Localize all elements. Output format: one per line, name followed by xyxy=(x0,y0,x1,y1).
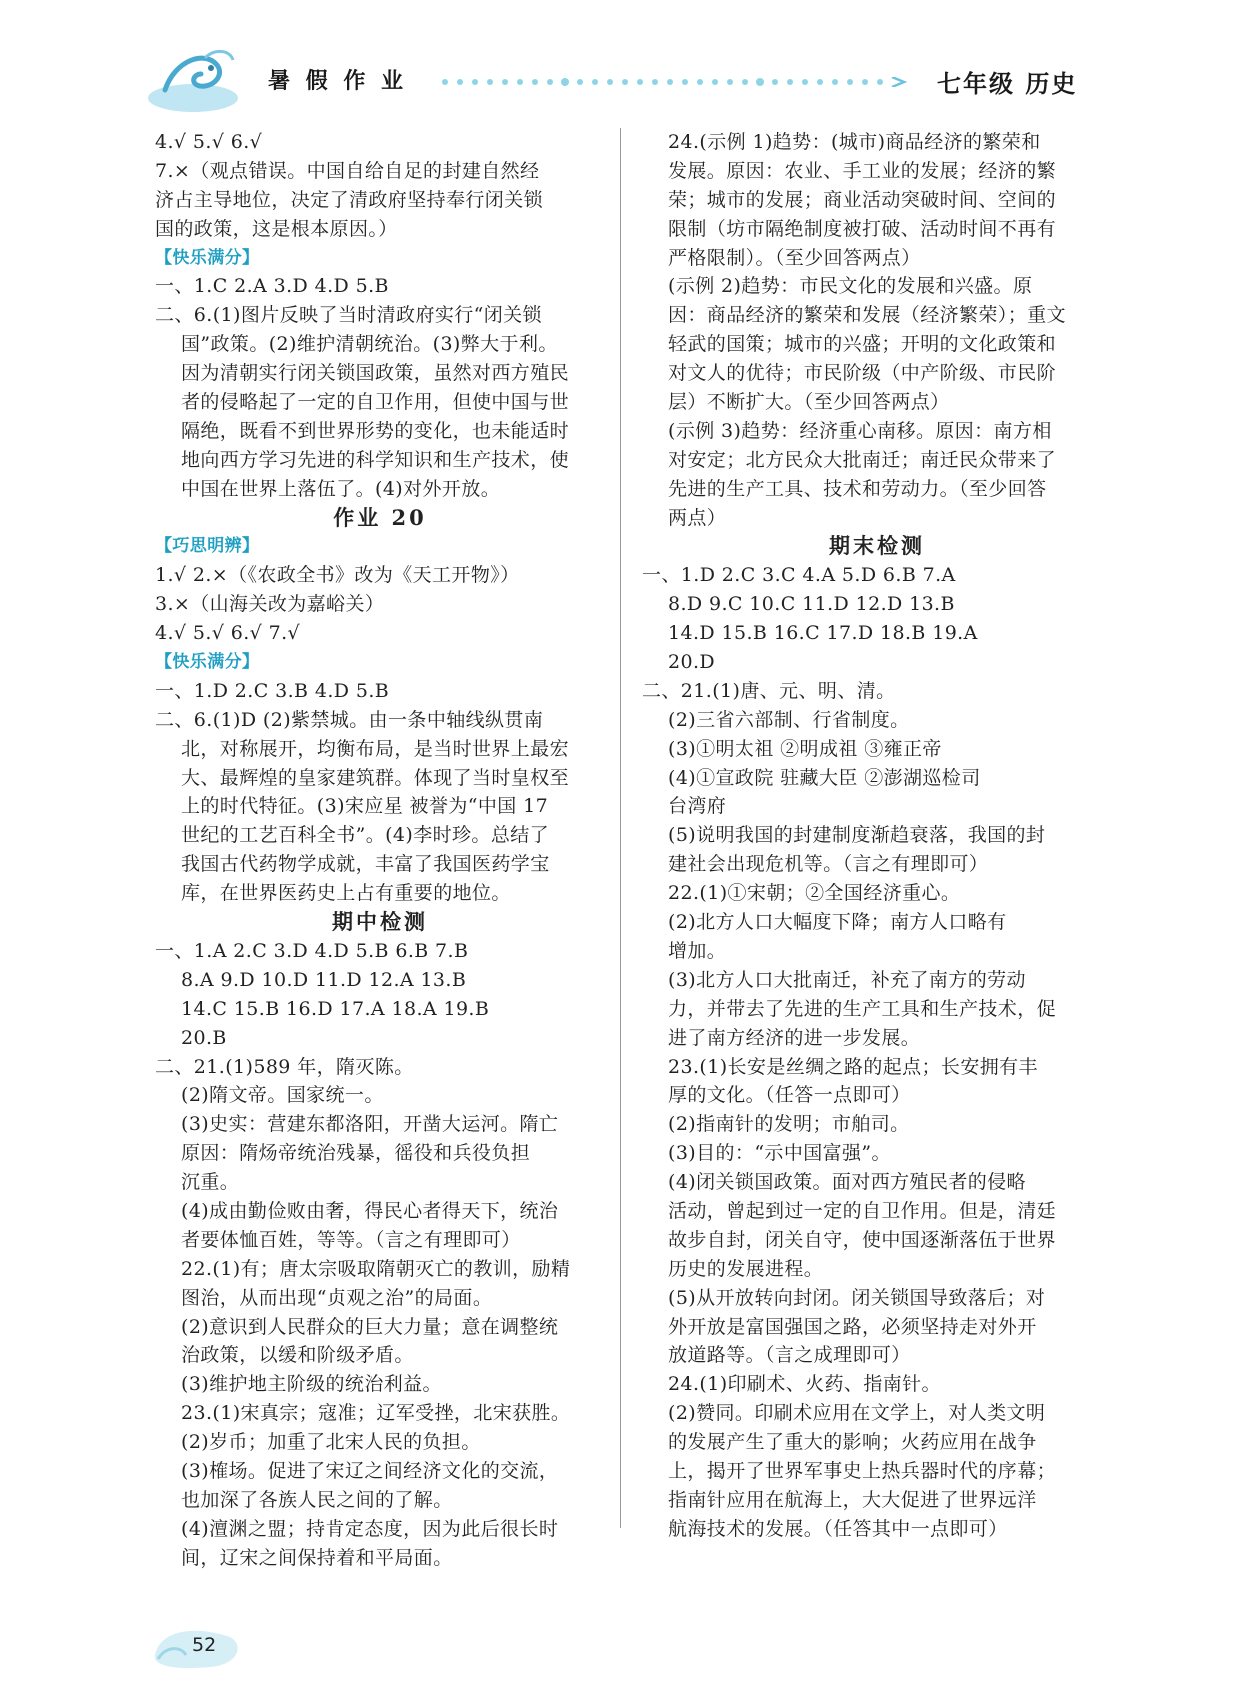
answer-line: 对文人的优待；市民阶级（中产阶级、市民阶 xyxy=(668,362,1057,385)
answer-line: 限制（坊市隔绝制度被打破、活动时间不再有 xyxy=(668,217,1057,240)
answer-line: 二、21.(1)589 年，隋灭陈。 xyxy=(155,1055,414,1078)
answer-line: 间，辽宋之间保持着和平局面。 xyxy=(181,1546,453,1569)
answer-line: (2)北方人口大幅度下降；南方人口略有 xyxy=(668,911,1007,934)
answer-line: (2)意识到人民群众的巨大力量；意在调整统 xyxy=(181,1315,559,1338)
answer-line: 世纪的工艺百科全书”。(4)李时珍。总结了 xyxy=(181,824,550,847)
answer-line: 层）不断扩大。（至少回答两点） xyxy=(668,391,950,414)
answer-line: 4.√ 5.√ 6.√ 7.√ xyxy=(155,622,301,645)
answer-line: 者要体恤百姓，等等。（言之有理即可） xyxy=(181,1228,521,1251)
right-answer-column xyxy=(642,128,1112,1544)
answer-line: 发展。原因：农业、手工业的发展；经济的繁 xyxy=(668,159,1057,182)
answer-line: (4)闭关锁国政策。面对西方殖民者的侵略 xyxy=(668,1171,1026,1194)
answer-line: 济占主导地位，决定了清政府坚持奉行闭关锁 xyxy=(155,188,544,211)
answer-line: (3)目的：“示中国富强”。 xyxy=(668,1142,891,1165)
answer-line: 也加深了各族人民之间的了解。 xyxy=(181,1488,453,1511)
section-heading: 期中检测 xyxy=(332,909,428,935)
answer-line: 力，并带去了先进的生产工具和生产技术，促 xyxy=(668,997,1057,1020)
answer-line: 原因：隋炀帝统治残暴，徭役和兵役负担 xyxy=(181,1142,531,1165)
answer-line: 故步自封，闭关自守，使中国逐渐落伍于世界 xyxy=(668,1228,1057,1251)
answer-line: (3)榷场。促进了宋辽之间经济文化的交流， xyxy=(181,1459,559,1482)
answer-line: 一、1.C 2.A 3.D 4.D 5.B xyxy=(155,275,389,298)
answer-line: 活动，曾起到过一定的自卫作用。但是，清廷 xyxy=(668,1199,1057,1222)
answer-line: 8.A 9.D 10.D 11.D 12.A 13.B xyxy=(181,968,467,991)
answer-line: 一、1.D 2.C 3.B 4.D 5.B xyxy=(155,679,390,702)
answer-line: (3)①明太祖 ②明成祖 ③雍正帝 xyxy=(668,737,942,760)
answer-line: 一、1.D 2.C 3.C 4.A 5.D 6.B 7.A xyxy=(642,564,956,587)
answer-line: 大、最辉煌的皇家建筑群。体现了当时皇权至 xyxy=(181,766,570,789)
answer-line: 24.(1)印刷术、火药、指南针。 xyxy=(668,1373,941,1396)
answer-line: (3)北方人口大批南迁，补充了南方的劳动 xyxy=(668,968,1026,991)
answer-line: 二、6.(1)D (2)紫禁城。由一条中轴线纵贯南 xyxy=(155,708,544,731)
answer-line: 1.√ 2.×（《农政全书》改为《天工开物》） xyxy=(155,564,520,587)
fish-logo-icon xyxy=(145,40,245,115)
section-tag: 【巧思明辨】 xyxy=(155,536,260,557)
header-title: 暑 假 作 业 xyxy=(268,68,407,94)
answer-line: (3)史实：营建东都洛阳，开凿大运河。隋亡 xyxy=(181,1113,559,1136)
answer-line: 二、6.(1)图片反映了当时清政府实行“闭关锁 xyxy=(155,304,542,327)
answer-line: 者的侵略起了一定的自卫作用，但使中国与世 xyxy=(181,391,570,414)
answer-line: 上的时代特征。(3)宋应星 被誉为“中国 17 xyxy=(181,795,549,818)
answer-line: 历史的发展进程。 xyxy=(668,1257,824,1280)
answer-line: 隔绝，既看不到世界形势的变化，也未能适时 xyxy=(181,419,570,442)
section-tag: 【快乐满分】 xyxy=(155,652,260,673)
section-heading: 期末检测 xyxy=(829,533,925,559)
answer-line: 中国在世界上落伍了。(4)对外开放。 xyxy=(181,477,501,500)
answer-line: 放道路等。（言之成理即可） xyxy=(668,1344,911,1367)
answer-line: 二、21.(1)唐、元、明、清。 xyxy=(642,679,896,702)
answer-line: (5)说明我国的封建制度渐趋衰落，我国的封 xyxy=(668,824,1046,847)
answer-line: 沉重。 xyxy=(181,1171,240,1194)
answer-line: (示例 2)趋势：市民文化的发展和兴盛。原 xyxy=(668,275,1033,298)
answer-line: 8.D 9.C 10.C 11.D 12.D 13.B xyxy=(668,593,955,616)
answer-line: 14.C 15.B 16.D 17.A 18.A 19.B xyxy=(181,997,490,1020)
answer-line: 治政策，以缓和阶级矛盾。 xyxy=(181,1344,414,1367)
answer-line: 地向西方学习先进的科学知识和生产技术，使 xyxy=(181,448,570,471)
answer-line: 22.(1)有；唐太宗吸取隋朝灭亡的教训，励精 xyxy=(181,1257,571,1280)
answer-line: 进了南方经济的进一步发展。 xyxy=(668,1026,921,1049)
answer-line: 23.(1)长安是丝绸之路的起点；长安拥有丰 xyxy=(668,1055,1038,1078)
answer-line: 库，在世界医药史上占有重要的地位。 xyxy=(181,882,511,905)
answer-line: 图治，从而出现“贞观之治”的局面。 xyxy=(181,1286,493,1309)
answer-line: 24.(示例 1)趋势：(城市)商品经济的繁荣和 xyxy=(668,131,1041,153)
left-answer-column xyxy=(155,128,605,1573)
answer-line: (3)维护地主阶级的统治利益。 xyxy=(181,1373,442,1396)
answer-line: 国的政策，这是根本原因。） xyxy=(155,217,398,240)
answer-line: 国”政策。(2)维护清朝统治。(3)弊大于利。 xyxy=(181,333,558,356)
answer-line: (5)从开放转向封闭。闭关锁国导致落后；对 xyxy=(668,1286,1046,1309)
page-header xyxy=(0,0,1250,125)
answer-line: (4)澶渊之盟；持肯定态度，因为此后很长时 xyxy=(181,1517,559,1540)
answer-line: 指南针应用在航海上，大大促进了世界远洋 xyxy=(668,1488,1037,1511)
answer-line: 台湾府 xyxy=(668,795,727,818)
answer-line: 20.B xyxy=(181,1026,227,1049)
answer-line: 航海技术的发展。（任答其中一点即可） xyxy=(668,1517,1008,1540)
grade-subject-label: 七年级 历史 xyxy=(937,69,1078,98)
answer-line: 14.D 15.B 16.C 17.D 18.B 19.A xyxy=(668,622,978,645)
answer-line: 上，揭开了世界军事史上热兵器时代的序幕； xyxy=(668,1459,1057,1482)
answer-line: (2)隋文帝。国家统一。 xyxy=(181,1084,384,1107)
answer-line: 3.×（山海关改为嘉峪关） xyxy=(155,593,385,616)
answer-line: 因：商品经济的繁荣和发展（经济繁荣）；重文 xyxy=(668,304,1066,327)
section-tag: 【快乐满分】 xyxy=(155,247,260,268)
answer-line: 的发展产生了重大的影响；火药应用在战争 xyxy=(668,1431,1037,1454)
page-number: 52 xyxy=(192,1634,217,1656)
answer-line: 北，对称展开，均衡布局，是当时世界上最宏 xyxy=(181,737,570,760)
answer-line: 增加。 xyxy=(668,939,727,962)
answer-line: 23.(1)宋真宗；寇准；辽军受挫，北宋获胜。 xyxy=(181,1402,571,1425)
answer-line: 建社会出现危机等。（言之有理即可） xyxy=(668,853,989,876)
section-heading: 作业 20 xyxy=(333,504,427,530)
answer-line: (2)赞同。印刷术应用在文学上，对人类文明 xyxy=(668,1402,1046,1425)
answer-line: (2)指南针的发明；市舶司。 xyxy=(668,1113,910,1136)
column-divider xyxy=(620,128,621,1528)
answer-line: 先进的生产工具、技术和劳动力。（至少回答 xyxy=(668,477,1047,500)
answer-line: (4)①宣政院 驻藏大臣 ②澎湖巡检司 xyxy=(668,766,981,789)
answer-line: (2)三省六部制、行省制度。 xyxy=(668,708,910,731)
header-dotted-rule xyxy=(440,77,910,87)
answer-line: 22.(1)①宋朝；②全国经济重心。 xyxy=(668,882,961,905)
answer-line: 对安定；北方民众大批南迁；南迁民众带来了 xyxy=(668,448,1057,471)
answer-line: (2)岁币；加重了北宋人民的负担。 xyxy=(181,1431,481,1454)
answer-line: 两点） xyxy=(668,506,727,529)
answer-line: 轻武的国策；城市的兴盛；开明的文化政策和 xyxy=(668,333,1057,356)
answer-line: 20.D xyxy=(668,651,716,674)
answer-line: (示例 3)趋势：经济重心南移。原因：南方相 xyxy=(668,419,1052,442)
answer-line: 厚的文化。（任答一点即可） xyxy=(668,1084,911,1107)
answer-line: 4.√ 5.√ 6.√ xyxy=(155,131,263,153)
answer-line: 7.×（观点错误。中国自给自足的封建自然经 xyxy=(155,159,540,182)
answer-line: 一、1.A 2.C 3.D 4.D 5.B 6.B 7.B xyxy=(155,939,469,962)
answer-line: 荣；城市的发展；商业活动突破时间、空间的 xyxy=(668,188,1057,211)
answer-line: 我国古代药物学成就，丰富了我国医药学宝 xyxy=(181,853,550,876)
answer-line: 外开放是富国强国之路，必须坚持走对外开 xyxy=(668,1315,1037,1338)
answer-line: (4)成由勤俭败由奢，得民心者得天下，统治 xyxy=(181,1199,559,1222)
answer-line: 因为清朝实行闭关锁国政策，虽然对西方殖民 xyxy=(181,362,570,385)
answer-line: 严格限制）。（至少回答两点） xyxy=(668,246,921,269)
